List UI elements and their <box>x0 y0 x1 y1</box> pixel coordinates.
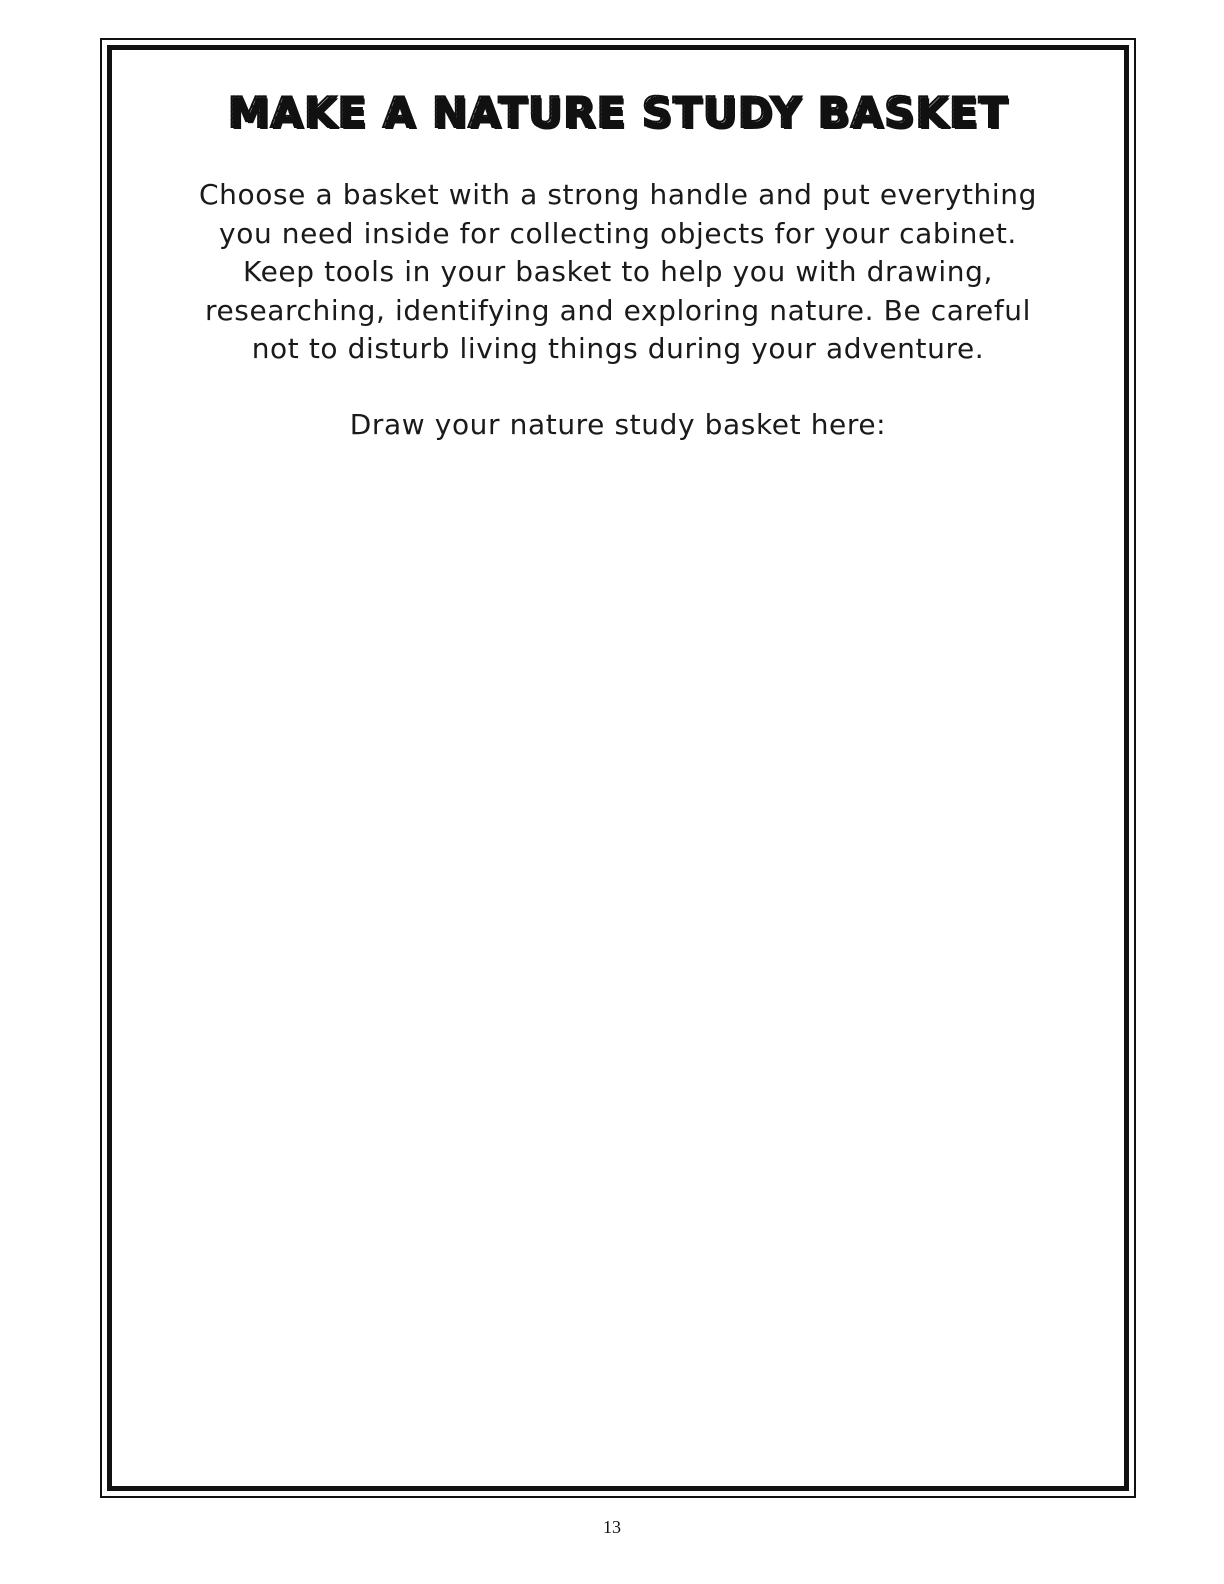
worksheet-content <box>112 50 1124 444</box>
instructions-line: researching, identifying and exploring nature. Be careful <box>204 293 1032 327</box>
drawing-prompt: Draw your nature study basket here: <box>349 407 887 441</box>
instructions-paragraph <box>168 176 1068 369</box>
page-number: 13 <box>603 1517 621 1537</box>
page-title: MAKE A NATURE STUDY BASKET <box>227 88 1009 137</box>
instructions-line: Choose a basket with a strong handle and put everything <box>199 178 1037 211</box>
instructions-line: Keep tools in your basket to help you with drawing, <box>243 255 993 288</box>
instructions-line: not to disturb living things during your adventure. <box>251 332 985 365</box>
drawing-area[interactable] <box>112 470 1124 1486</box>
instructions-line: you need inside for collecting objects for your cabinet. <box>219 216 1017 250</box>
